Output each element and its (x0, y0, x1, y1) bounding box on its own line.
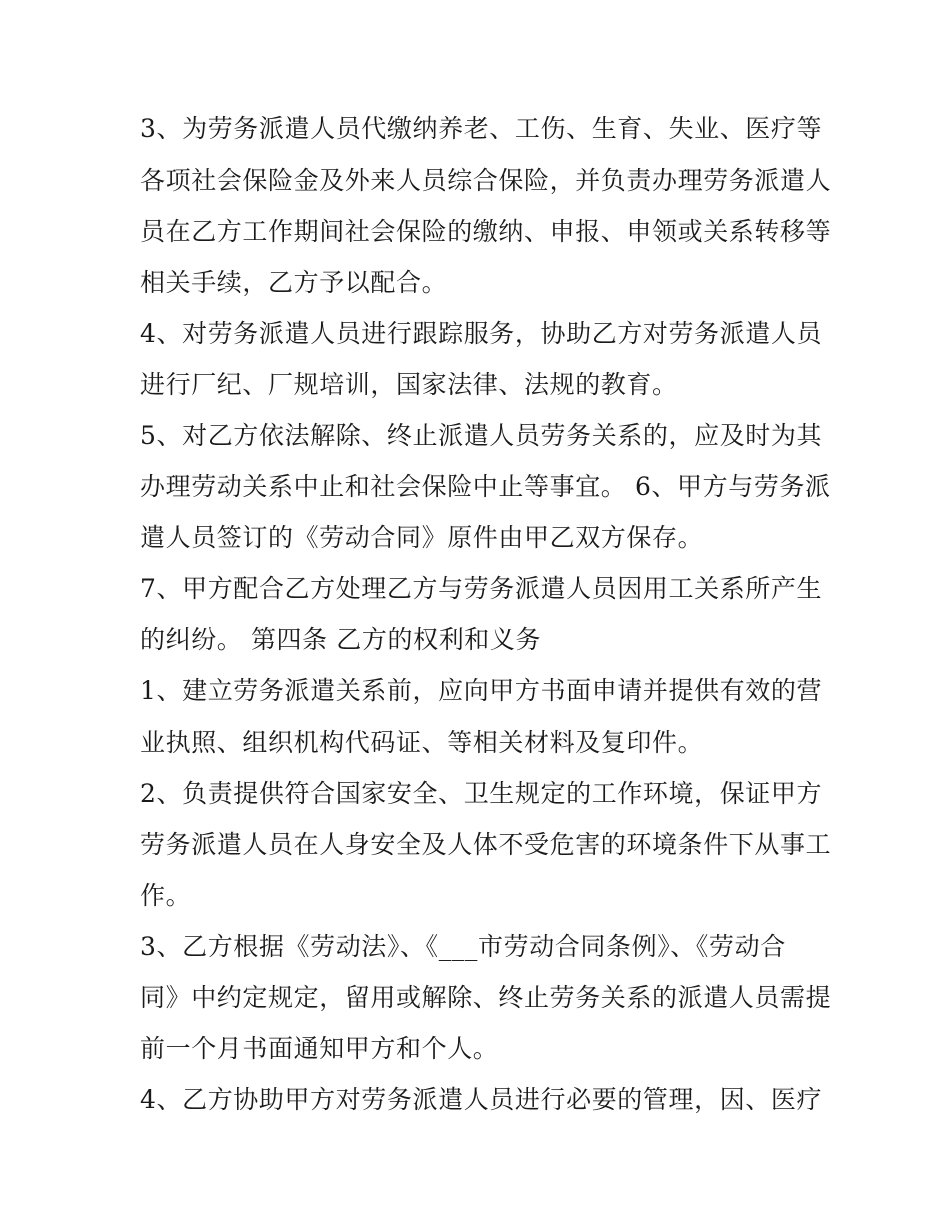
text-line: 前一个月书面通知甲方和个人。 (140, 1034, 499, 1063)
text-line: 员在乙方工作期间社会保险的缴纳、申报、申领或关系转移等 (140, 217, 832, 246)
text-line: 办理劳动关系中止和社会保险中止等事宜。 6、甲方与劳务派 (140, 472, 831, 501)
text-line: 作。 (140, 881, 192, 910)
text-line: 5、对乙方依法解除、终止派遣人员劳务关系的，应及时为其 (140, 421, 823, 450)
text-line: 4、乙方协助甲方对劳务派遣人员进行必要的管理，因、医疗 (140, 1085, 823, 1114)
text-line: 2、负责提供符合国家安全、卫生规定的工作环境，保证甲方 (140, 779, 823, 808)
text-line: 7、甲方配合乙方处理乙方与劳务派遣人员因用工关系所产生 (140, 574, 823, 603)
text-line: 进行厂纪、厂规培训，国家法律、法规的教育。 (140, 370, 678, 399)
text-line: 的纠纷。 第四条 乙方的权利和义务 (140, 625, 542, 654)
text-line: 劳务派遣人员在人身安全及人体不受危害的环境条件下从事工 (140, 830, 832, 859)
text-line: 业执照、组织机构代码证、等相关材料及复印件。 (140, 728, 704, 757)
text-line: 各项社会保险金及外来人员综合保险，并负责办理劳务派遣人 (140, 166, 832, 195)
text-line: 4、对劳务派遣人员进行跟踪服务，协助乙方对劳务派遣人员 (140, 319, 823, 348)
text-line: 1、建立劳务派遣关系前，应向甲方书面申请并提供有效的营 (140, 676, 823, 705)
text-line: 3、为劳务派遣人员代缴纳养老、工伤、生育、失业、医疗等 (140, 114, 823, 143)
text-line: 遣人员签订的《劳动合同》原件由甲乙双方保存。 (140, 523, 704, 552)
text-line: 同》中约定规定，留用或解除、终止劳务关系的派遣人员需提 (140, 983, 832, 1012)
text-line: 相关手续，乙方予以配合。 (140, 268, 448, 297)
text-line: 3、乙方根据《劳动法》、《___市劳动合同条例》、《劳动合 (140, 932, 786, 961)
